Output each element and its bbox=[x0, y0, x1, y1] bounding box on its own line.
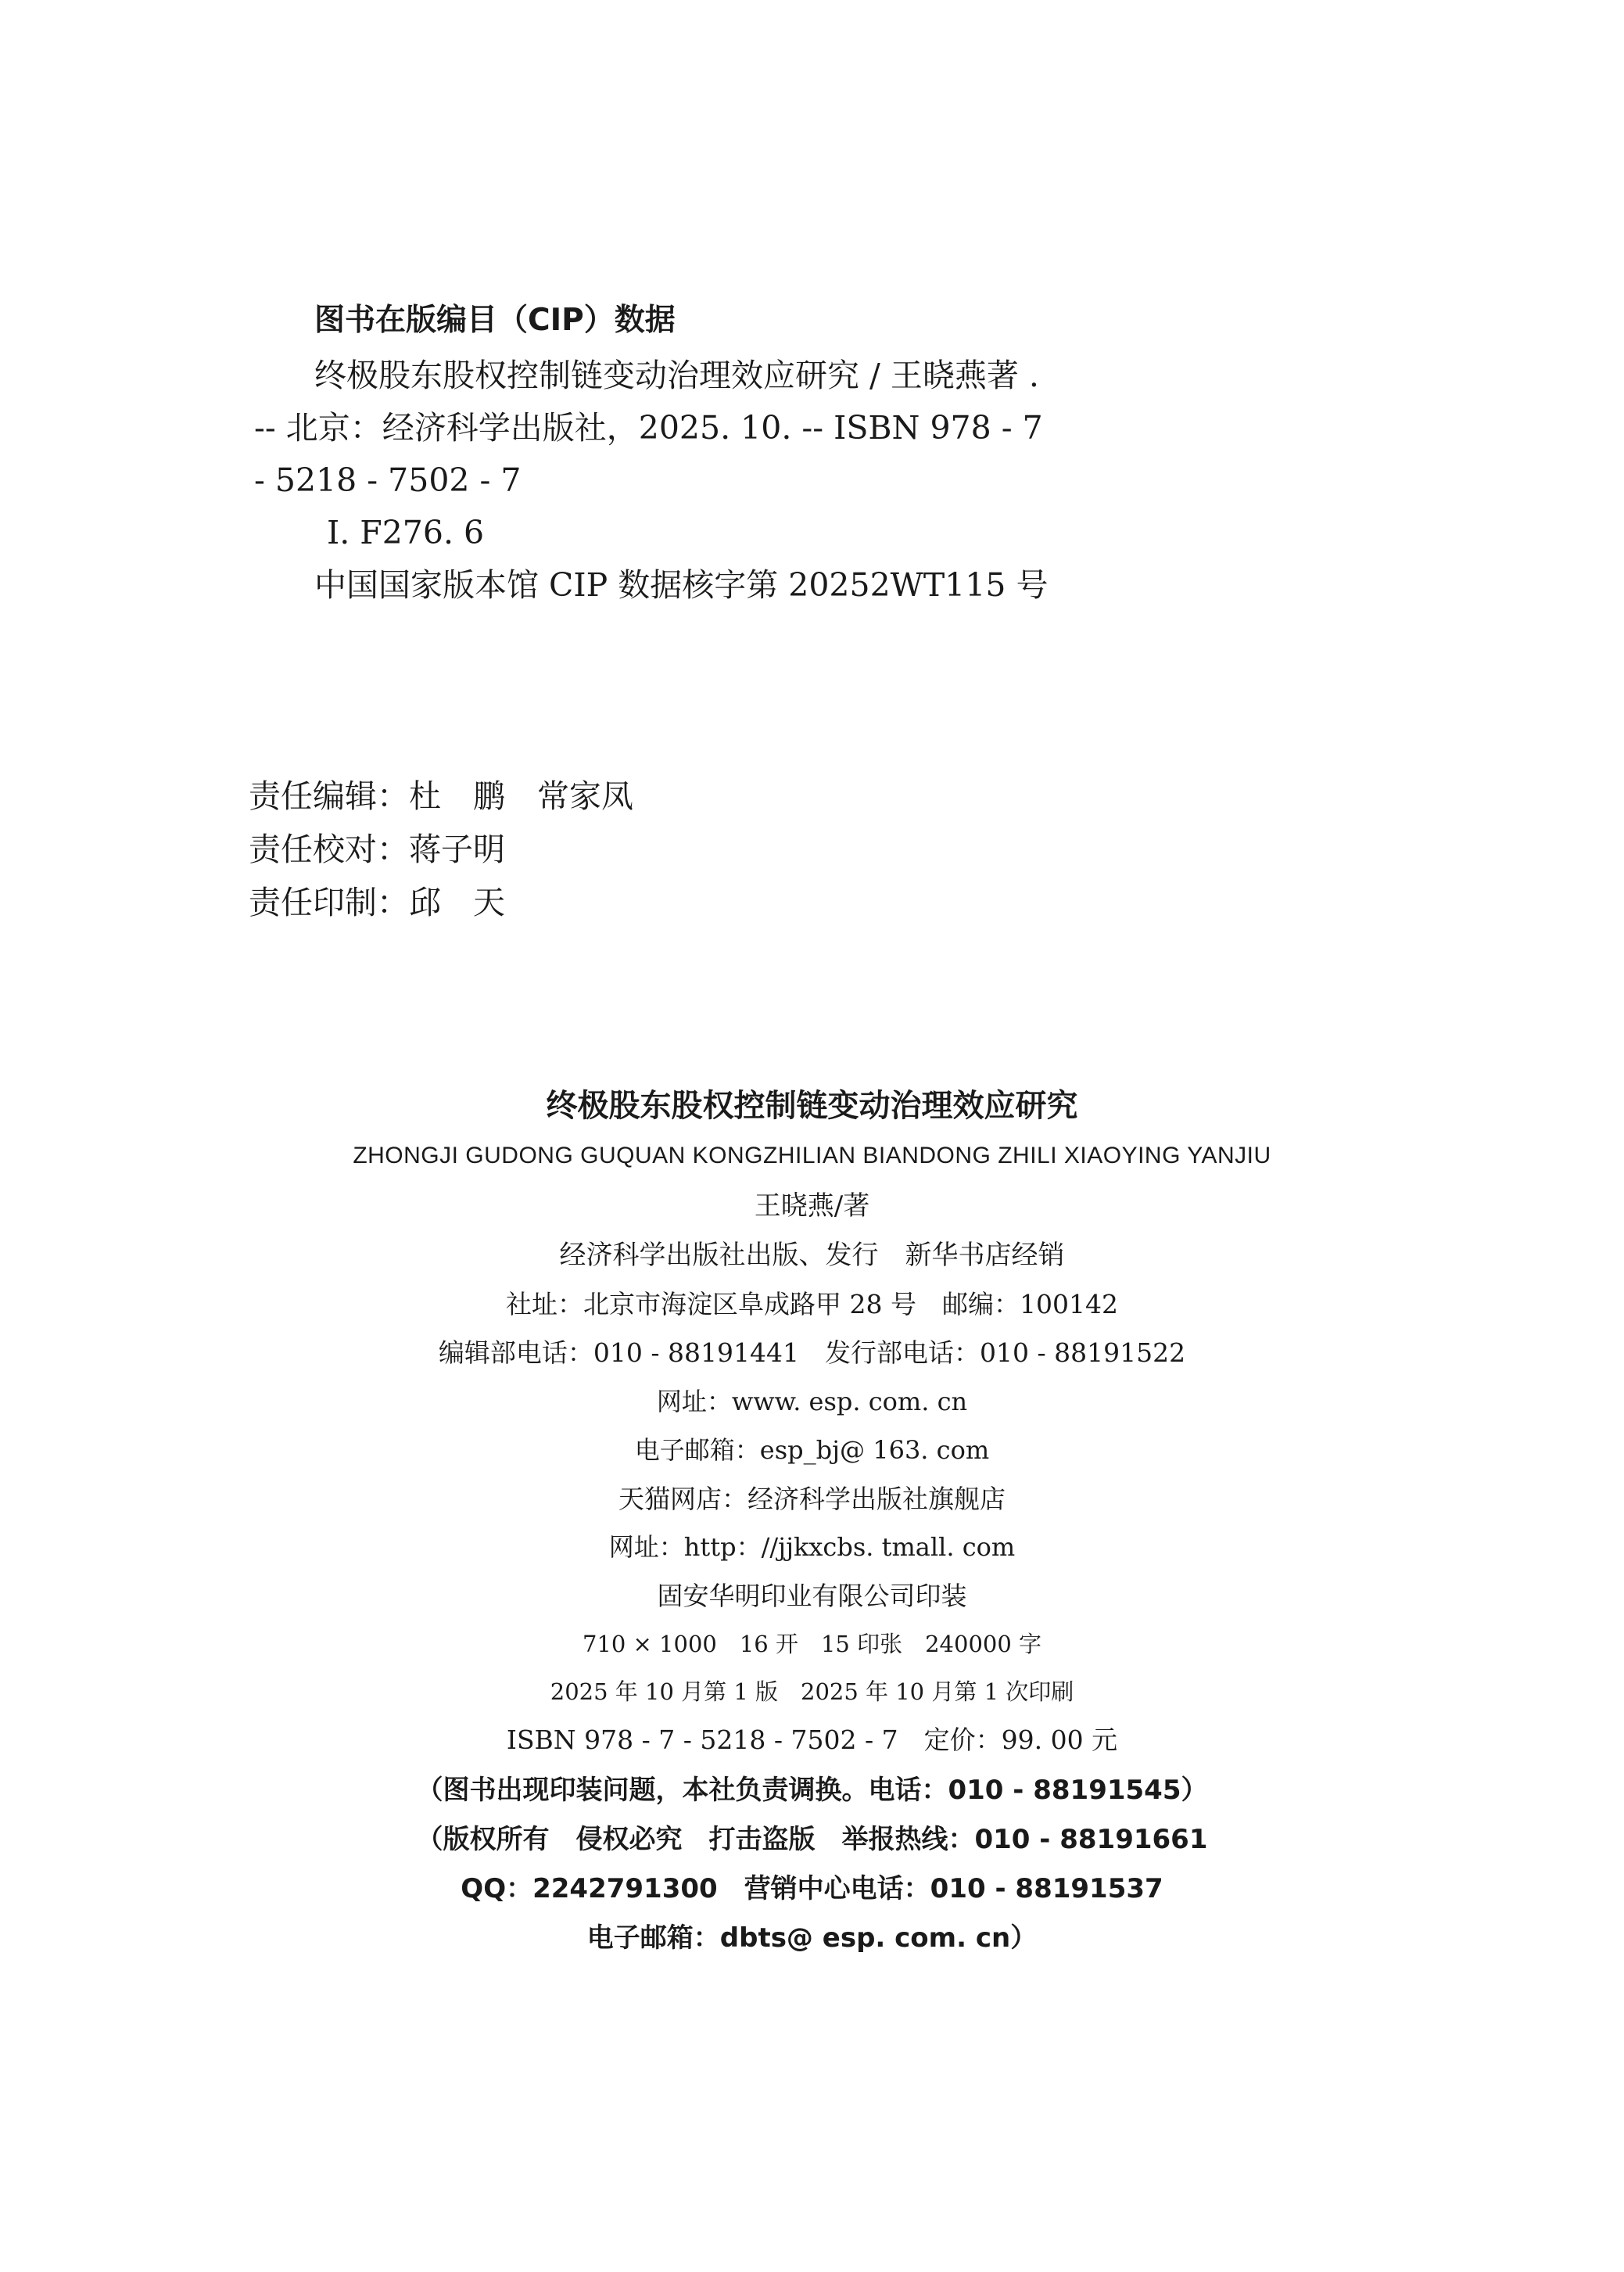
cip-classification: Ⅰ. F276. 6 bbox=[327, 514, 485, 551]
notice-line-4: 电子邮箱：dbts@ esp. com. cn） bbox=[586, 1922, 1038, 1954]
responsible-proofreader: 责任校对：蒋子明 bbox=[249, 831, 505, 868]
email-line: 电子邮箱：esp_bj@ 163. com bbox=[634, 1435, 990, 1465]
format-line: 710 × 1000 16 开 15 印张 240000 字 bbox=[582, 1631, 1042, 1657]
phone-line: 编辑部电话：010 - 88191441 发行部电话：010 - 88191522 bbox=[438, 1337, 1186, 1368]
cip-heading: 图书在版编目（CIP）数据 bbox=[314, 303, 676, 338]
website-line: 网址：www. esp. com. cn bbox=[656, 1387, 968, 1416]
cip-title-line: 终极股东股权控制链变动治理效应研究 / 王晓燕著 . bbox=[314, 357, 1039, 394]
notice-line-1: （图书出现印装问题，本社负责调换。电话：010 - 88191545） bbox=[416, 1775, 1208, 1806]
responsible-editor: 责任编辑：杜 鹏 常家凤 bbox=[249, 777, 633, 815]
cip-isbn-continuation: - 5218 - 7502 - 7 bbox=[254, 461, 522, 499]
book-title: 终极股东股权控制链变动治理效应研究 bbox=[546, 1088, 1078, 1124]
isbn-price-line: ISBN 978 - 7 - 5218 - 7502 - 7 定价：99. 00 元 bbox=[506, 1725, 1118, 1755]
responsible-printing: 责任印制：邱 天 bbox=[249, 884, 505, 921]
cip-publication-line: -- 北京：经济科学出版社，2025. 10. -- ISBN 978 - 7 bbox=[254, 409, 1043, 447]
cip-record-number: 中国国家版本馆 CIP 数据核字第 20252WT115 号 bbox=[314, 566, 1049, 604]
publisher-line: 经济科学出版社出版、发行 新华书店经销 bbox=[559, 1240, 1065, 1271]
book-title-pinyin: ZHONGJI GUDONG GUQUAN KONGZHILIAN BIANDONG ZHILI XIAOYING YANJIU bbox=[353, 1143, 1271, 1168]
edition-line: 2025 年 10 月第 1 版 2025 年 10 月第 1 次印刷 bbox=[550, 1678, 1074, 1705]
notice-line-3: QQ：2242791300 营销中心电话：010 - 88191537 bbox=[461, 1873, 1163, 1904]
tmall-store-line: 天猫网店：经济科学出版社旗舰店 bbox=[618, 1484, 1006, 1514]
printer-line: 固安华明印业有限公司印装 bbox=[657, 1581, 967, 1611]
tmall-url-line: 网址：http：//jjkxcbs. tmall. com bbox=[608, 1532, 1016, 1562]
address-line: 社址：北京市海淀区阜成路甲 28 号 邮编：100142 bbox=[506, 1289, 1118, 1319]
notice-line-2: （版权所有 侵权必究 打击盗版 举报热线：010 - 88191661 bbox=[416, 1824, 1208, 1855]
author-line: 王晓燕/著 bbox=[754, 1190, 870, 1222]
